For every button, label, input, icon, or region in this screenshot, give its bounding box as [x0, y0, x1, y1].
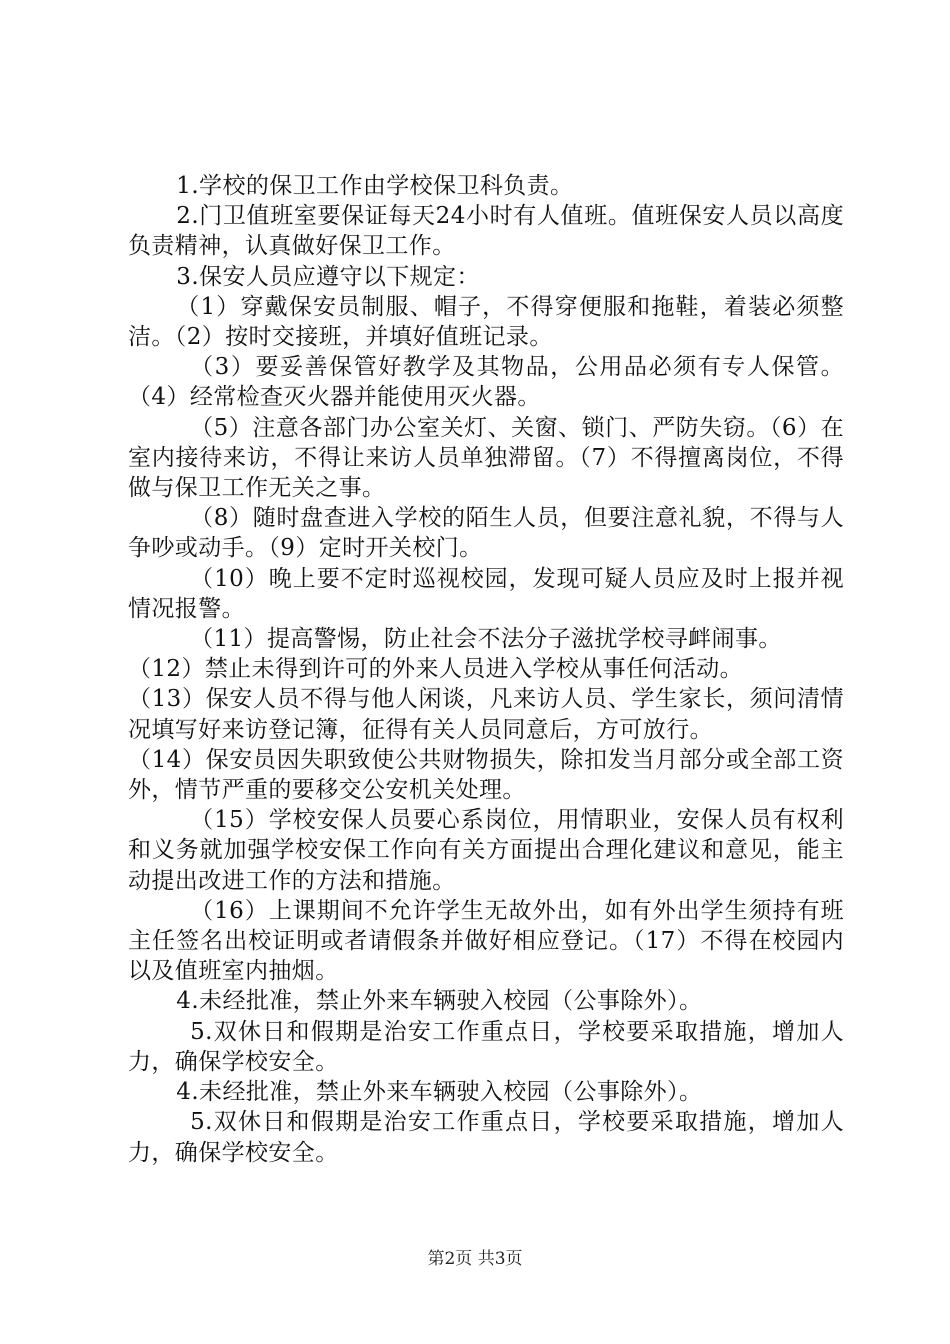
paragraph-rule-4: 4.未经批准，禁止外来车辆驶入校园（公事除外）。 — [176, 988, 703, 1015]
paragraph-rule-4-repeat: 4.未经批准，禁止外来车辆驶入校园（公事除外）。 — [176, 1079, 703, 1106]
paragraph-item-13: （13）保安人员不得与他人闲谈，凡来访人员、学生家长，须问清情况填写好来访登记簿，征得有关人员同意后，方可放行。 — [128, 686, 844, 743]
paragraph-item-12: （12）禁止未得到许可的外来人员进入学校从事任何活动。 — [128, 656, 744, 683]
paragraph-item-8-9: （8）随时盘查进入学校的陌生人员，但要注意礼貌，不得与人争吵或动手。（9）定时开关校门。 — [128, 505, 844, 562]
paragraph-item-15: （15）学校安保人员要心系岗位，用情职业，安保人员有权利和义务就加强学校安保工作向有关方面提出合理化建议和意见，能主动提出改进工作的方法和措施。 — [128, 807, 844, 894]
paragraph-item-11: （11）提高警惕，防止社会不法分子滋扰学校寻衅闹事。 — [190, 626, 782, 653]
paragraph-item-10: （10）晚上要不定时巡视校园，发现可疑人员应及时上报并视情况报警。 — [128, 565, 844, 622]
paragraph-item-3-4: （3）要妥善保管好教学及其物品，公用品必须有专人保管。（4）经常检查灭火器并能使用灭火器。 — [128, 354, 844, 411]
paragraph-item-5-7: （5）注意各部门办公室关灯、关窗、锁门、严防失窃。（6）在室内接待来访，不得让来访人员单独滞留。（7）不得擅离岗位，不得做与保卫工作无关之事。 — [128, 414, 844, 502]
paragraph-rule-2: 2.门卫值班室要保证每天24小时有人值班。值班保安人员以高度负责精神，认真做好保卫工作。 — [128, 203, 844, 260]
paragraph-rule-5-repeat: 5.双休日和假期是治安工作重点日，学校要采取措施，增加人力，确保学校安全。 — [128, 1109, 844, 1166]
paragraph-rule-1: 1.学校的保卫工作由学校保卫科负责。 — [176, 173, 574, 199]
paragraph-rule-5: 5.双休日和假期是治安工作重点日，学校要采取措施，增加人力，确保学校安全。 — [128, 1018, 844, 1075]
paragraph-rule-3: 3.保安人员应遵守以下规定： — [176, 263, 480, 290]
page-number-footer: 第2页 共3页 — [427, 1249, 523, 1269]
paragraph-item-1-2: （1）穿戴保安员制服、帽子，不得穿便服和拖鞋，着装必须整洁。（2）按时交接班，并填好值班记录。 — [128, 293, 844, 351]
document-body — [128, 171, 844, 1168]
paragraph-item-14: （14）保安员因失职致使公共财物损失，除扣发当月部分或全部工资外，情节严重的要移交公安机关处理。 — [128, 746, 844, 804]
paragraph-item-16-17: （16）上课期间不允许学生无故外出，如有外出学生须持有班主任签名出校证明或者请假条并做好相应登记。（17）不得在校园内以及值班室内抽烟。 — [128, 897, 844, 985]
